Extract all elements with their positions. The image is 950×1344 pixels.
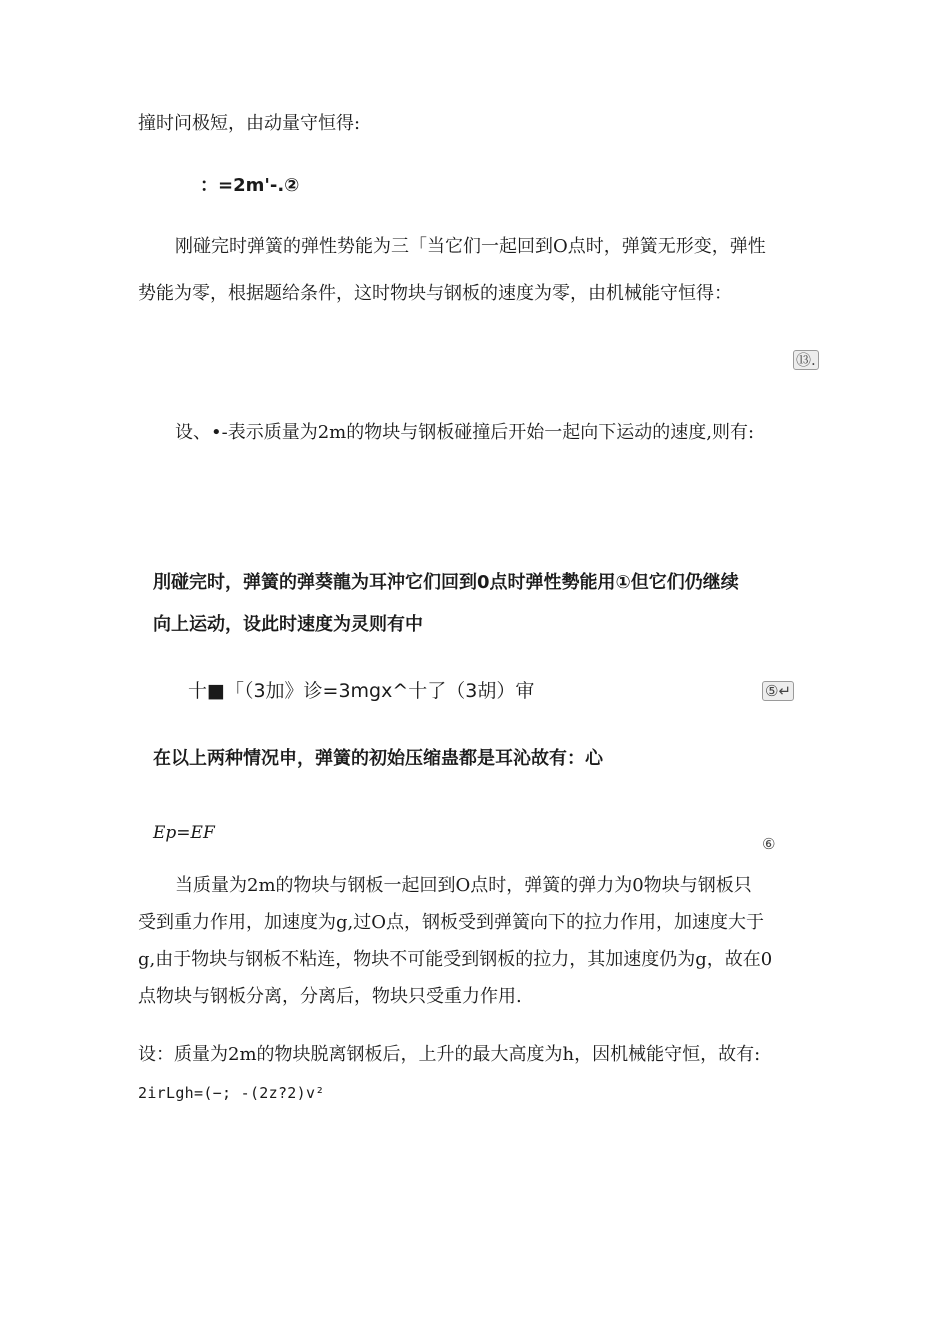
text-line-3: 刚碰完时弹簧的弹性势能为三「当它们一起回到O点时，弹簧无形变，弹性 — [175, 236, 766, 257]
text-line-11: 当质量为2m的物块与钢板一起回到O点时，弹簧的弹力为0物块与钢板只 — [175, 875, 752, 896]
equation-6: Ep=EF — [153, 823, 215, 843]
text-line-4: 势能为零，根据题给条件，这时物块与钢板的速度为零，由机械能守恒得： — [138, 283, 732, 304]
equation-marker-6: ⑥ — [762, 835, 776, 853]
equation-5: 十■「（3加》诊=3mgx^十了（3胡）审 — [188, 680, 535, 702]
text-line-7: 向上运动，设此时速度为灵则有中 — [153, 614, 423, 635]
equation-last: 2irLgh=(−; -(2z?2)v² — [138, 1084, 325, 1102]
text-line-1: 撞时问极短，由动量守恒得: — [138, 113, 361, 134]
equation-marker-13 — [793, 350, 819, 370]
equation-marker-5 — [762, 681, 794, 701]
marker-box: ⑤↵ — [762, 681, 794, 701]
text-line-14: 点物块与钢板分离，分离后，物块只受重力作用. — [138, 986, 522, 1007]
text-line-5: 设、•-表示质量为2m的物块与钢板碰撞后开始一起向下运动的速度,则有: — [175, 422, 755, 443]
text-line-13: g,由于物块与钢板不粘连，物块不可能受到钢板的拉力，其加速度仍为g，故在0 — [138, 949, 773, 970]
text-line-12: 受到重力作用，加速度为g,过O点，钢板受到弹簧向下的拉力作用，加速度大于 — [138, 912, 764, 933]
text-line-15: 设：质量为2m的物块脱离钢板后，上升的最大高度为h，因机械能守恒，故有: — [138, 1044, 761, 1065]
equation-2: ：=2m'-.② — [200, 175, 300, 196]
marker-box: ⑬. — [793, 350, 819, 370]
text-line-9: 在以上两种情况申，弹簧的初始压缩蛊都是耳沁故有：心 — [153, 748, 603, 769]
text-line-6: 刖碰完时，弹簧的弹葵龍为耳沖它们回到0点时弹性勢能用①但它们仍继续 — [153, 572, 739, 593]
